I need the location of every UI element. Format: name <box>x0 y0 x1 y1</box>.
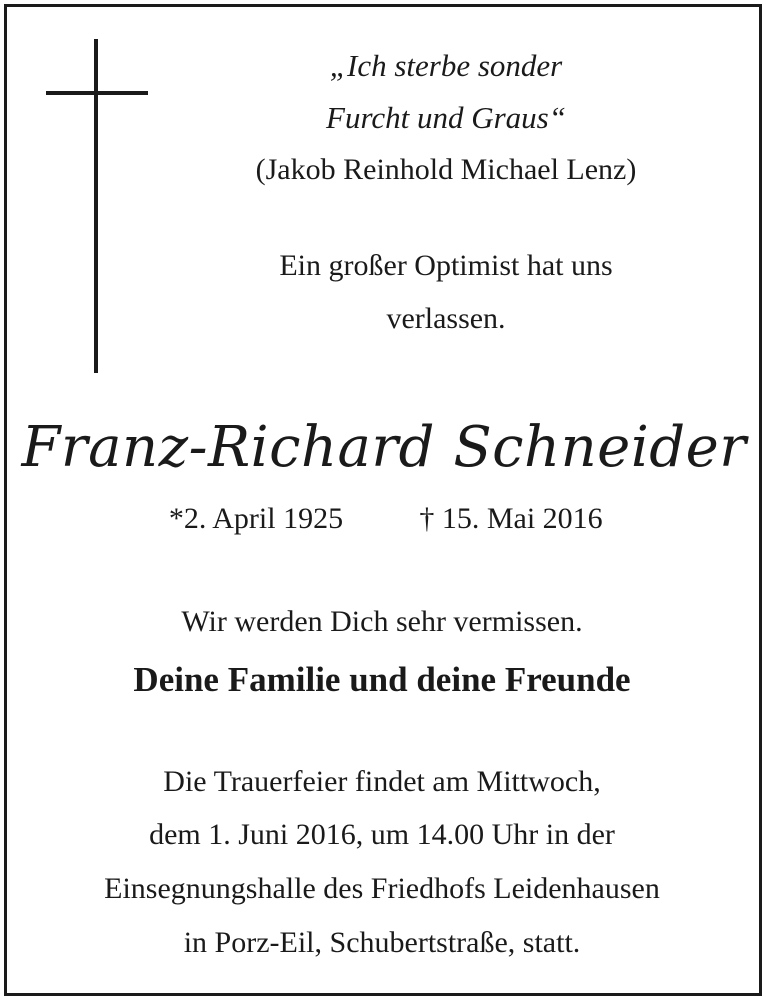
service-line-1: Die Trauerfeier findet am Mittwoch, <box>163 765 601 798</box>
service-line-4: in Porz-Eil, Schubertstraße, statt. <box>183 926 581 959</box>
service-line-2: dem 1. Juni 2016, um 14.00 Uhr in der <box>149 818 615 851</box>
farewell-text: Wir werden Dich sehr vermissen. <box>181 605 583 638</box>
cross-icon <box>46 39 148 373</box>
quote-line-2: Furcht und Graus“ <box>326 100 566 135</box>
service-line-3: Einsegnungshalle des Friedhofs Leidenhausen <box>104 872 660 905</box>
quote-line-1: „Ich sterbe sonder <box>329 48 563 83</box>
quote-attribution: (Jakob Reinhold Michael Lenz) <box>255 153 637 186</box>
death-date: † 15. Mai 2016 <box>419 502 603 535</box>
cross-vertical-bar <box>94 39 98 373</box>
message-line-1: Ein großer Optimist hat uns <box>279 249 613 282</box>
signatories: Deine Familie und deine Freunde <box>133 660 631 699</box>
cross-horizontal-bar <box>46 91 148 95</box>
message-line-2: verlassen. <box>386 302 506 335</box>
birth-date: *2. April 1925 <box>168 502 344 535</box>
deceased-name: Franz-Richard Schneider <box>21 415 747 480</box>
